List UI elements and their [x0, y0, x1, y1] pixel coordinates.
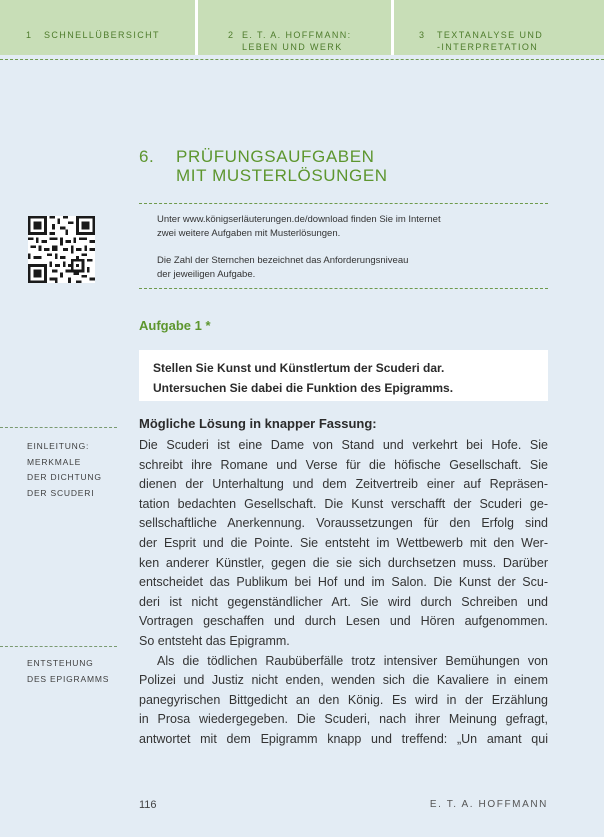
- text-line: Vortragen geschaffen und durch Lesen und Hören aufgenommen.: [139, 614, 548, 629]
- chapter-number: 6.: [139, 147, 155, 166]
- text-line: Als die tödlichen Raubüberfälle trotz intensiver Bemühungen von: [157, 653, 548, 668]
- solution-text: [139, 436, 548, 750]
- text-line: in Prosa wiedergegeben. Die Scuderi, nach ihrer Meinung gefragt,: [139, 712, 548, 727]
- margin-note-line: DER SCUDERI: [27, 487, 95, 498]
- tab-number: 3: [419, 30, 426, 40]
- text-line: deri ist nicht gegenständlicher Art. Sie wird durch Schreiben und: [139, 594, 548, 609]
- tab-schnelluebersicht[interactable]: [0, 0, 198, 55]
- info-line: zwei weitere Aufgaben mit Musterlösungen.: [157, 228, 341, 239]
- text-line: ken anderer Künstler, gegen die sie sich durchsetzen muss. Darüber: [139, 555, 548, 570]
- tab-textanalyse[interactable]: [394, 0, 604, 55]
- text-line: antwortet mit dem Epigramm knapp und treffend: „Un amant qui: [139, 731, 548, 746]
- page-number: 116: [139, 799, 157, 811]
- text-line: der Esprit und die Pointe. Sie entsteht im Wettbewerb mit den Wer-: [139, 535, 548, 550]
- chapter-title-line: PRÜFUNGSAUFGABEN: [176, 147, 375, 166]
- divider: [139, 203, 548, 204]
- margin-note: [27, 439, 102, 501]
- text-line: dienen der Unterhaltung und dem Zeitvertreib einer auf Repräsen-: [139, 477, 548, 492]
- qr-code-icon[interactable]: [28, 216, 95, 283]
- task-text: Stellen Sie Kunst und Künstlertum der Scuderi dar.: [153, 361, 445, 375]
- chapter-navigation: [0, 0, 604, 55]
- tab-number: 1: [26, 30, 33, 40]
- tab-leben-und-werk[interactable]: [198, 0, 394, 55]
- text-line: So entsteht das Epigramm.: [139, 633, 290, 648]
- info-line: Die Zahl der Sternchen bezeichnet das Anforderungsniveau: [157, 255, 409, 266]
- text-line: schreibt ihre Romane und Verse für die höfische Gesellschaft. Sie: [139, 457, 548, 472]
- chapter-title-line: MIT MUSTERLÖSUNGEN: [176, 166, 388, 185]
- text-line: panegyrischen Bittgedicht an den König. Es wird in der Erzählung: [139, 692, 548, 707]
- text-line: tation bedachten Gesellschaft. Die Kunst verschafft der Scuderi ge-: [139, 496, 548, 511]
- text-line: sellschaftliche Anerkennung. Voraussetzungen für den Erfolg sind: [139, 516, 548, 531]
- tab-number: 2: [228, 30, 235, 40]
- text-line: Die Scuderi ist eine Dame von Stand und verkehrt bei Hofe. Sie: [139, 438, 548, 452]
- running-footer-author: E. T. A. HOFFMANN: [429, 799, 548, 810]
- chapter-title: [176, 147, 388, 185]
- tab-label: TEXTANALYSE UND -INTERPRETATION: [437, 30, 544, 52]
- margin-divider: [0, 427, 117, 428]
- tab-label: SCHNELLÜBERSICHT: [44, 30, 160, 40]
- info-line: der jeweiligen Aufgabe.: [157, 269, 256, 280]
- task-text: Untersuchen Sie dabei die Funktion des Epigramms.: [153, 381, 454, 395]
- tab-label: E. T. A. HOFFMANN: LEBEN UND WERK: [242, 30, 352, 52]
- divider: [139, 288, 548, 289]
- text-line: entscheidet das Publikum bei Hof und im Salon. Die Kunst der Scu-: [139, 575, 548, 590]
- margin-note-line: EINLEITUNG:: [27, 441, 90, 451]
- header-divider: [0, 59, 604, 60]
- text-line: Polizei und Justiz nicht enden, wenden sich die Kavaliere in einem: [139, 673, 548, 688]
- margin-divider: [0, 646, 117, 647]
- task-heading: Aufgabe 1 *: [139, 318, 211, 333]
- margin-note-line: MERKMALE: [27, 456, 82, 467]
- margin-note-line: DER DICHTUNG: [27, 472, 102, 482]
- margin-note-line: ENTSTEHUNG: [27, 658, 94, 668]
- margin-note-line: DES EPIGRAMMS: [27, 673, 110, 684]
- info-line: Unter www.königserläuterungen.de/download finden Sie im Internet: [157, 214, 441, 225]
- margin-note: [27, 656, 109, 687]
- task-box: [139, 350, 548, 401]
- solution-heading: Mögliche Lösung in knapper Fassung:: [139, 416, 377, 431]
